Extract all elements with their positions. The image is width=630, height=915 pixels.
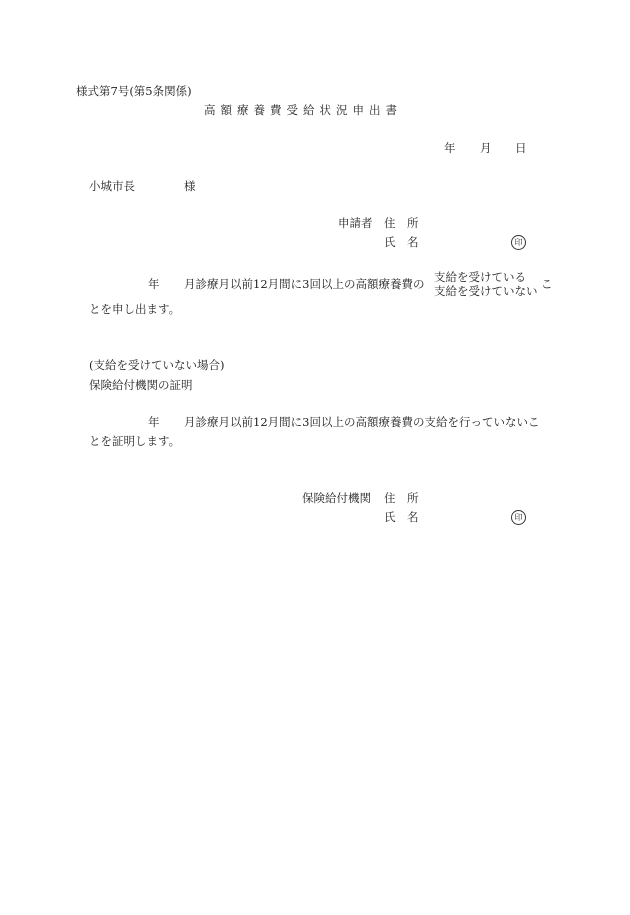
- insurer-name-label: 氏 名: [384, 510, 419, 524]
- statement1-year-label: 年: [148, 277, 160, 291]
- insurer-seal-icon: 印: [511, 510, 526, 525]
- statement1-option-stack: [434, 272, 538, 297]
- statement2-text: 月診療月以前12月間に3回以上の高額療養費の支給を行っていないこ: [184, 415, 540, 429]
- addressee-name: 小城市長: [89, 179, 135, 193]
- applicant-seal-icon: 印: [511, 235, 526, 250]
- section2-subheading: 保険給付機関の証明: [89, 378, 193, 392]
- document-title: 高額療養費受給状況申出書: [204, 103, 402, 117]
- section2-heading: (支給を受けていない場合): [89, 358, 225, 372]
- statement1-text: 月診療月以前12月間に3回以上の高額療養費の: [184, 277, 425, 291]
- applicant-name-label: 氏 名: [384, 235, 419, 249]
- statement1-tail: こ: [541, 277, 553, 291]
- form-number-label: 様式第7号(第5条関係): [76, 84, 192, 98]
- insurer-label: 保険給付機関: [302, 491, 371, 505]
- addressee-honorific: 様: [184, 179, 196, 193]
- statement2-year-label: 年: [148, 415, 160, 429]
- date-day-label: 日: [515, 141, 527, 155]
- insurer-address-label: 住 所: [384, 491, 419, 505]
- statement1-continuation: とを申し出ます。: [89, 302, 181, 316]
- statement2-continuation: とを証明します。: [89, 434, 181, 448]
- date-year-label: 年: [444, 141, 456, 155]
- date-month-label: 月: [480, 141, 492, 155]
- applicant-address-label: 住 所: [384, 216, 419, 230]
- option-not-receiving: 支給を受けていない: [434, 283, 538, 298]
- applicant-label: 申請者: [338, 216, 373, 230]
- option-receiving: 支給を受けている: [434, 270, 526, 284]
